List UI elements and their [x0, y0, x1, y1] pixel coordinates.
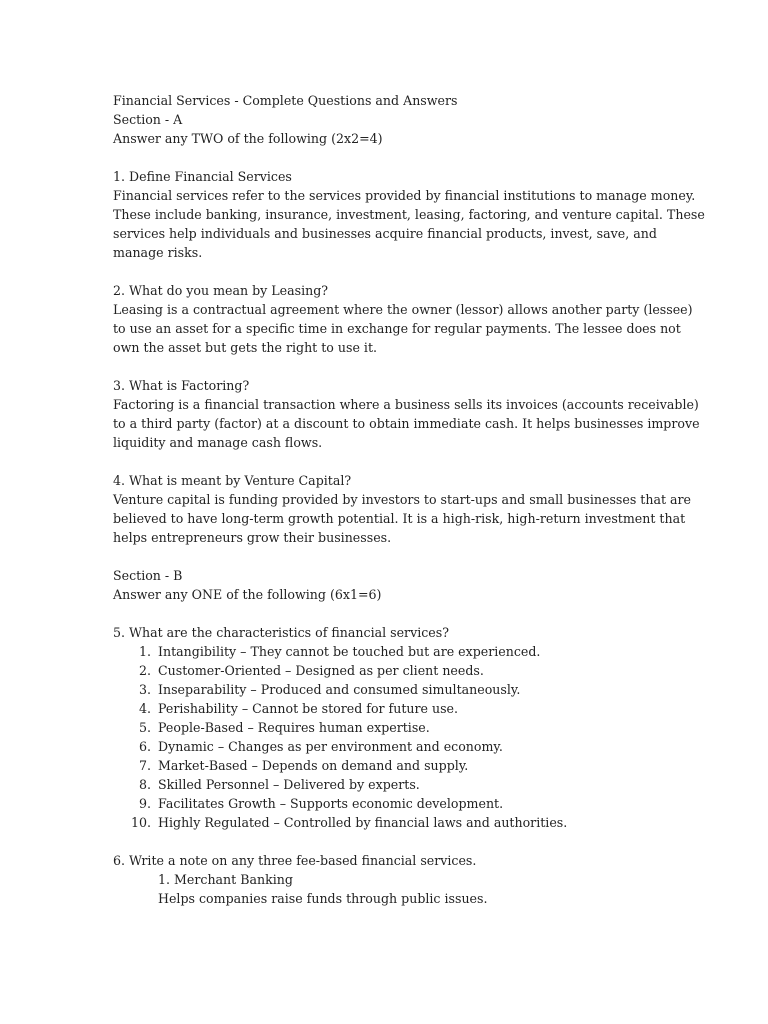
section-b-instruction: Answer any ONE of the following (6x1=6): [113, 587, 382, 602]
answer-2-line: to use an asset for a specific time in exchange for regular payments. The lessee does not: [113, 321, 681, 336]
spacer: [113, 262, 658, 281]
spacer: [113, 547, 658, 566]
question-3: 3. What is Factoring?: [113, 378, 250, 393]
list-item: 9. Facilitates Growth – Supports economic development.: [138, 796, 504, 811]
document-title: Financial Services - Complete Questions and Answers: [113, 93, 458, 108]
list-item: 7. Market-Based – Depends on demand and supply.: [138, 758, 469, 773]
spacer: [113, 452, 658, 471]
question-5: 5. What are the characteristics of financial services?: [113, 625, 449, 640]
list-item: 1. Intangibility – They cannot be touched but are experienced.: [138, 644, 541, 659]
question-2: 2. What do you mean by Leasing?: [113, 283, 329, 298]
answer-3-line: to a third party (factor) at a discount to obtain immediate cash. It helps businesses improve: [113, 416, 700, 431]
document-page: [113, 91, 705, 908]
list-item: 2. Customer-Oriented – Designed as per client needs.: [138, 663, 484, 678]
answer-3-line: liquidity and manage cash flows.: [113, 435, 323, 450]
answer-4-line: Venture capital is funding provided by investors to start-ups and small businesses that are: [113, 492, 692, 507]
spacer: [113, 832, 658, 851]
answer-3-line: Factoring is a financial transaction where a business sells its invoices (accounts receivable): [113, 397, 699, 412]
section-a-instruction: Answer any TWO of the following (2x2=4): [113, 131, 383, 146]
question-4: 4. What is meant by Venture Capital?: [113, 473, 352, 488]
answer-4-line: helps entrepreneurs grow their businesses.: [113, 530, 392, 545]
question-1: 1. Define Financial Services: [113, 169, 292, 184]
section-a-heading: Section - A: [113, 112, 183, 127]
list-item: 6. Dynamic – Changes as per environment and economy.: [138, 739, 503, 754]
answer-2-line: own the asset but gets the right to use it.: [113, 340, 378, 355]
answer-1-line: These include banking, insurance, investment, leasing, factoring, and venture capital. These: [113, 207, 705, 222]
subheading-merchant-banking: 1. Merchant Banking: [158, 872, 293, 887]
list-item: 5. People-Based – Requires human expertise.: [138, 720, 430, 735]
list-item: 8. Skilled Personnel – Delivered by experts.: [138, 777, 420, 792]
characteristics-list: [113, 642, 658, 832]
spacer: [113, 357, 658, 376]
answer-1-line: Financial services refer to the services provided by financial institutions to manage money.: [113, 188, 696, 203]
list-item: 3. Inseparability – Produced and consumed simultaneously.: [138, 682, 521, 697]
answer-4-line: believed to have long-term growth potential. It is a high-risk, high-return investment that: [113, 511, 686, 526]
spacer: [113, 148, 658, 167]
list-item: 10. Highly Regulated – Controlled by financial laws and authorities.: [130, 815, 568, 830]
answer-2-line: Leasing is a contractual agreement where the owner (lessor) allows another party (lessee): [113, 302, 693, 317]
list-item: 4. Perishability – Cannot be stored for future use.: [138, 701, 459, 716]
spacer: [113, 604, 658, 623]
answer-1-line: services help individuals and businesses acquire financial products, invest, save, and: [113, 226, 657, 241]
answer-1-line: manage risks.: [113, 245, 203, 260]
question-6: 6. Write a note on any three fee-based financial services.: [113, 853, 477, 868]
section-b-heading: Section - B: [113, 568, 183, 583]
merchant-banking-description: Helps companies raise funds through public issues.: [158, 891, 488, 906]
